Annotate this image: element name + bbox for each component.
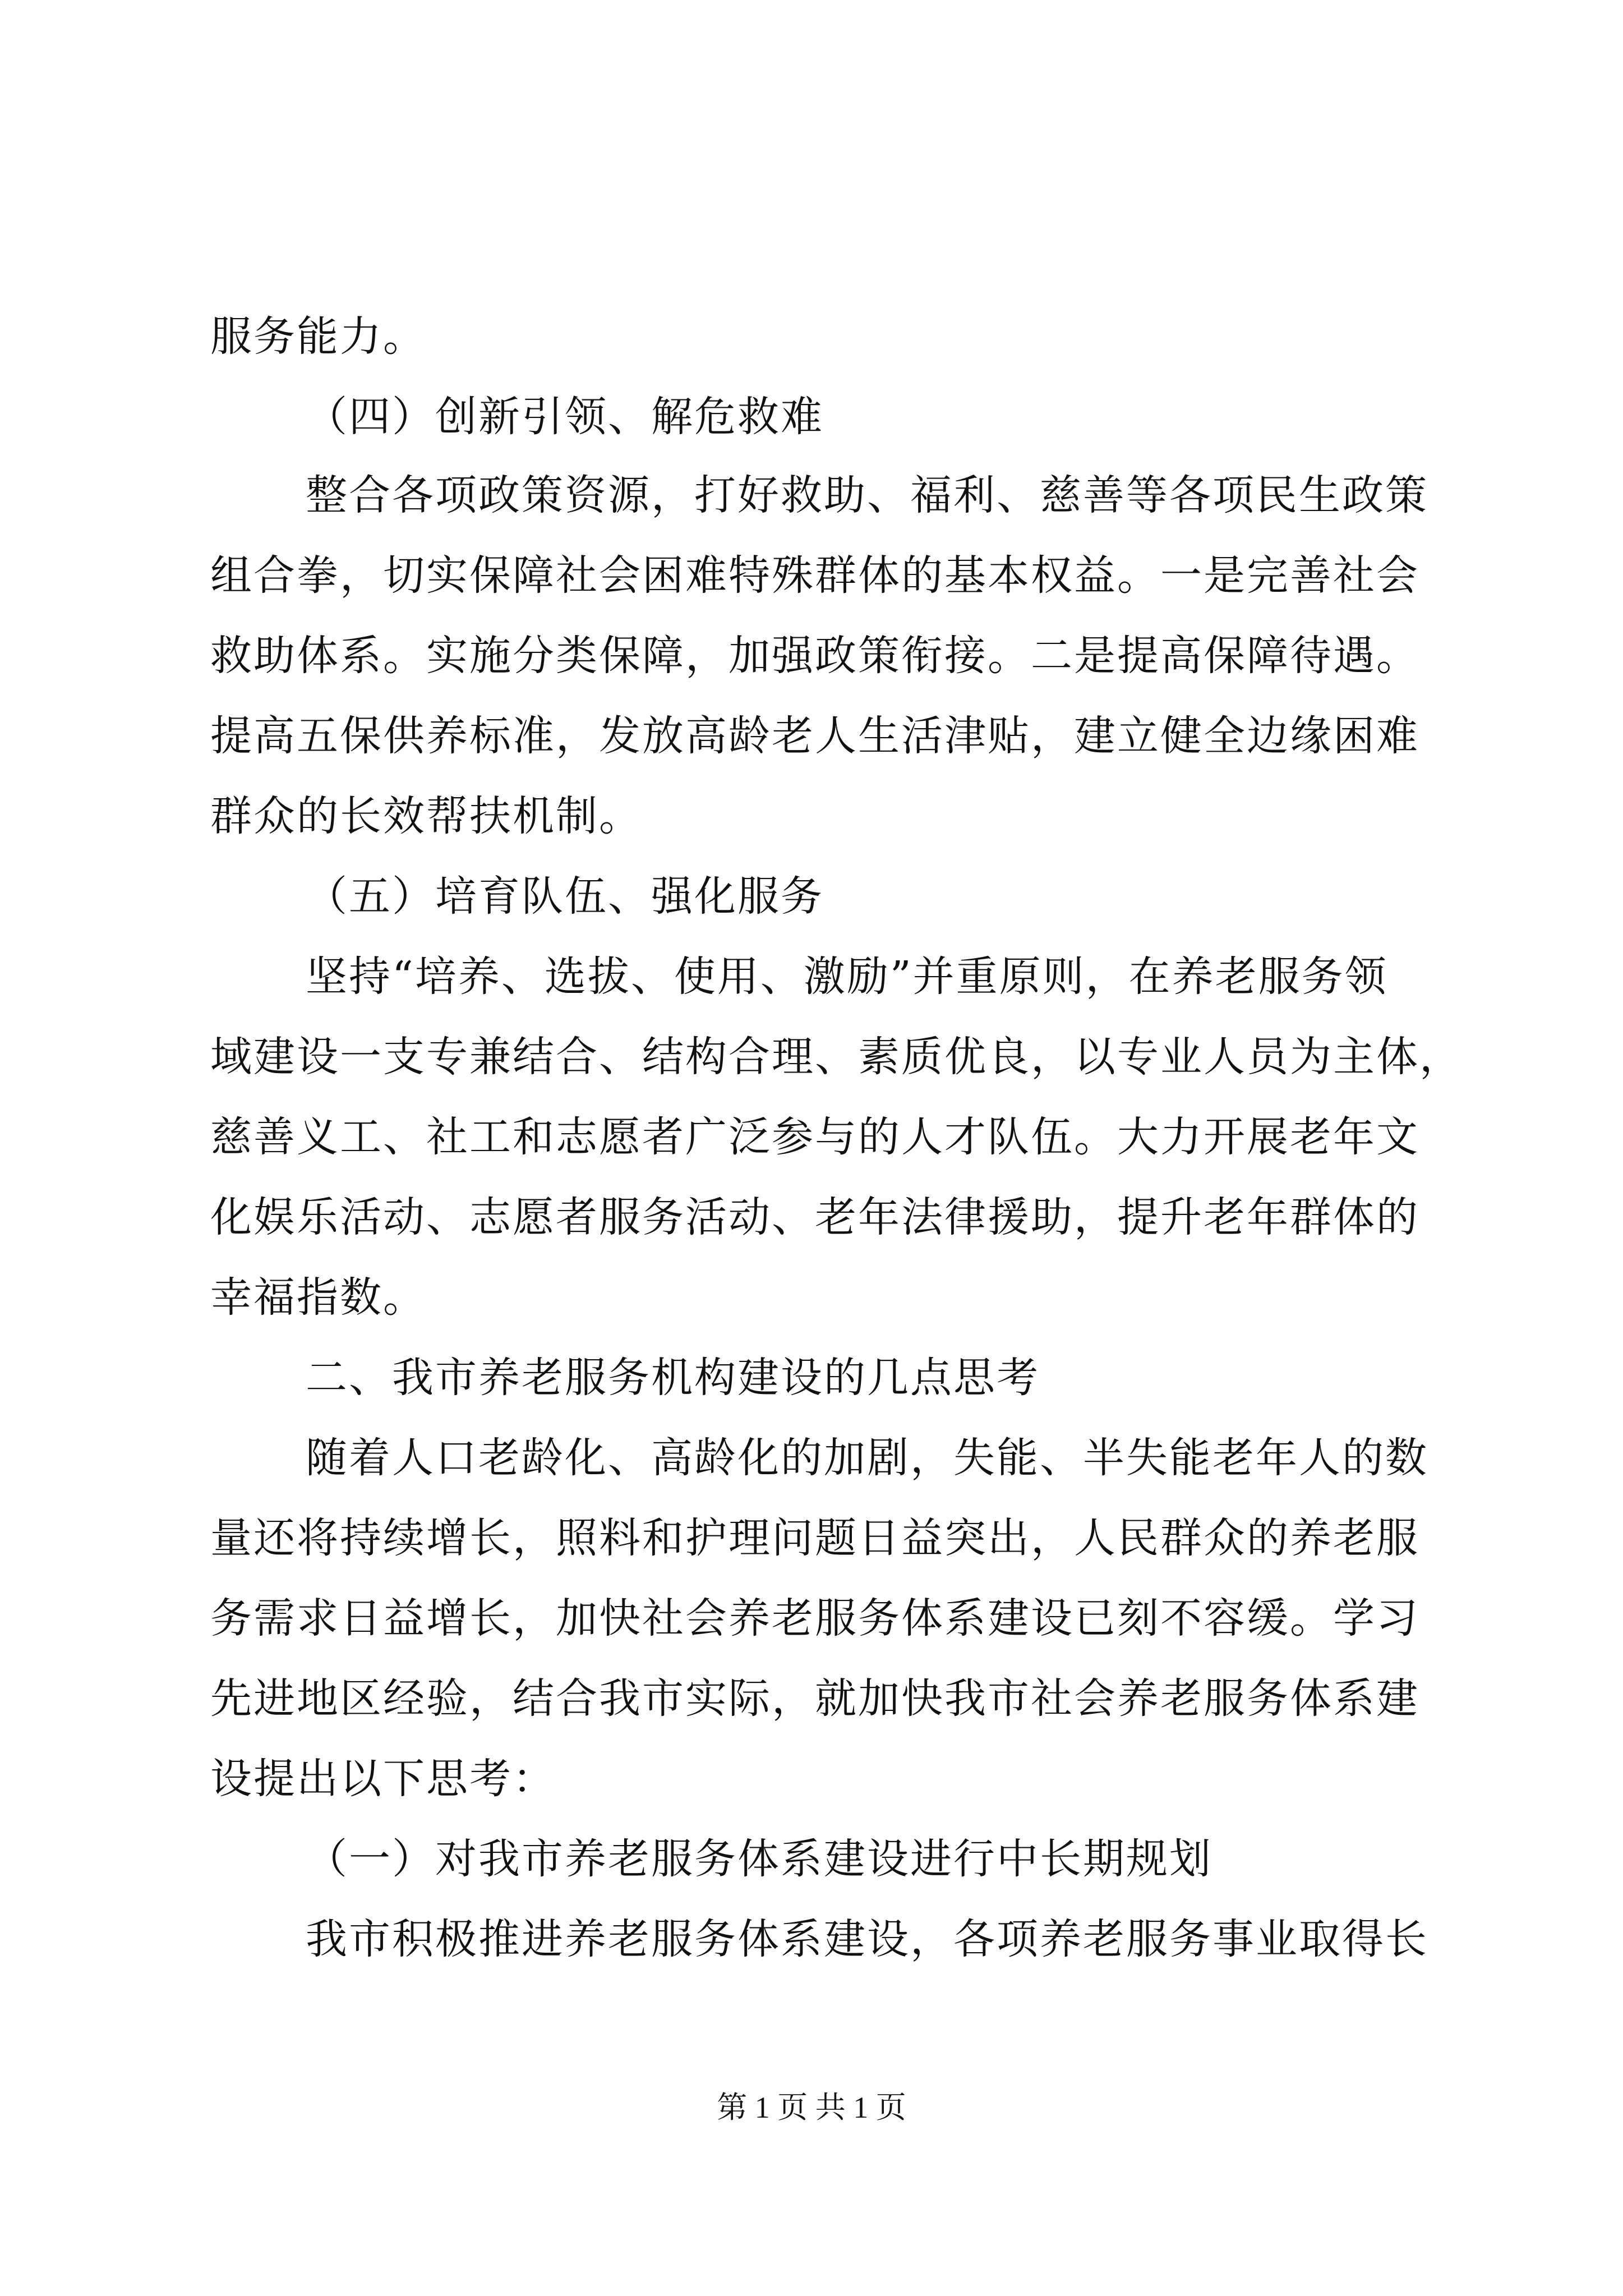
paragraph-line: 先进地区经验，结合我市实际，就加快我市社会养老服务体系建 — [210, 1674, 1419, 1723]
section-heading: （五）培育队伍、强化服务 — [306, 872, 824, 921]
paragraph-line: 群众的长效帮扶机制。 — [210, 792, 642, 840]
paragraph-line: 随着人口老龄化、高龄化的加剧，失能、半失能老年人的数 — [306, 1434, 1428, 1482]
paragraph-line: 提高五保供养标准，发放高龄老人生活津贴，建立健全边缘困难 — [210, 712, 1419, 760]
paragraph-line: 设提出以下思考： — [210, 1755, 556, 1803]
paragraph-line: 域建设一支专兼结合、结构合理、素质优良，以专业人员为主体， — [210, 1033, 1463, 1081]
paragraph-line: 组合拳，切实保障社会困难特殊群体的基本权益。一是完善社会 — [210, 551, 1419, 600]
paragraph-line: 整合各项政策资源，打好救助、福利、慈善等各项民生政策 — [306, 471, 1428, 519]
paragraph-line: 坚持“培养、选拔、使用、激励”并重原则，在养老服务领 — [306, 953, 1388, 1001]
paragraph-line: 救助体系。实施分类保障，加强政策衔接。二是提高保障待遇。 — [210, 632, 1419, 680]
paragraph-line: 我市积极推进养老服务体系建设，各项养老服务事业取得长 — [306, 1915, 1428, 1963]
paragraph-line: 慈善义工、社工和志愿者广泛参与的人才队伍。大力开展老年文 — [210, 1113, 1419, 1161]
paragraph-line: 幸福指数。 — [210, 1273, 426, 1322]
section-heading: （一）对我市养老服务体系建设进行中长期规划 — [306, 1835, 1212, 1883]
paragraph-line: 务需求日益增长，加快社会养老服务体系建设已刻不容缓。学习 — [210, 1594, 1419, 1642]
paragraph-line: 量还将持续增长，照料和护理问题日益突出，人民群众的养老服 — [210, 1514, 1419, 1562]
page-footer: 第 1 页 共 1 页 — [717, 2091, 906, 2124]
section-heading: （四）创新引领、解危救难 — [306, 393, 824, 441]
section-heading: 二、我市养老服务机构建设的几点思考 — [306, 1354, 1040, 1402]
paragraph-line: 服务能力。 — [210, 312, 426, 361]
paragraph-line: 化娱乐活动、志愿者服务活动、老年法律援助，提升老年群体的 — [210, 1193, 1419, 1241]
